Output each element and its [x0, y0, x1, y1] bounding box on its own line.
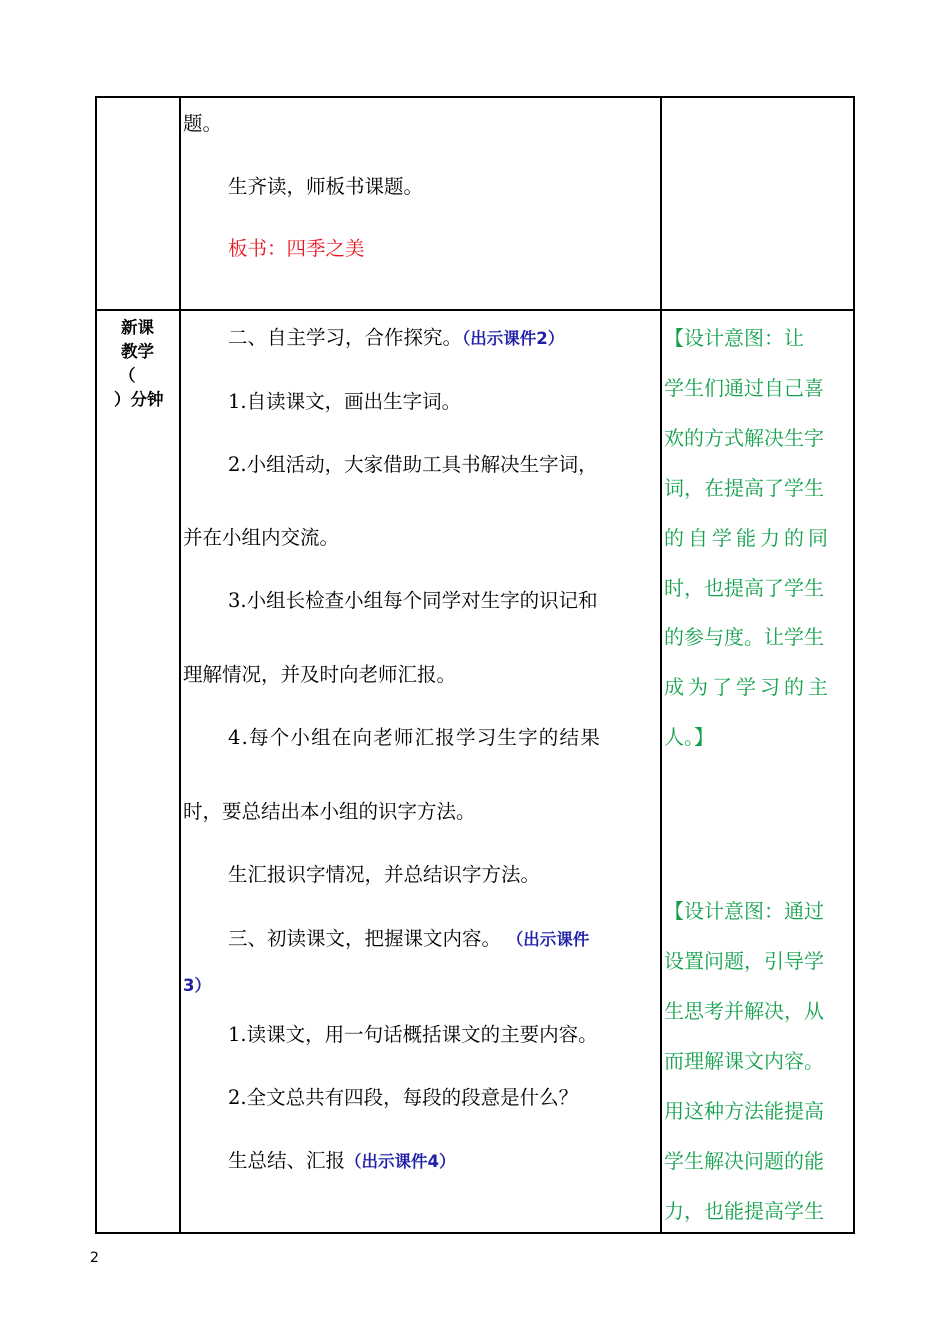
row-divider — [95, 309, 855, 311]
design-note: 的自学能力的同 — [664, 526, 832, 550]
paragraph: 生汇报识字情况，并总结识字方法。 — [228, 863, 541, 886]
page-number: 2 — [90, 1250, 99, 1266]
design-note: 用这种方法能提高 — [664, 1099, 824, 1123]
design-note: 时，也提高了学生 — [664, 576, 824, 600]
paragraph: 题。 — [183, 112, 223, 135]
courseware-ref: （出示课件 — [515, 930, 590, 949]
board-writing: 板书：四季之美 — [228, 237, 365, 260]
column-divider-1 — [179, 96, 181, 1234]
paragraph-text: 生总结、汇报 — [228, 1149, 346, 1172]
section-heading — [228, 325, 564, 352]
paragraph: 并在小组内交流。 — [183, 526, 340, 549]
paragraph: 时，要总结出本小组的识字方法。 — [183, 800, 476, 823]
courseware-ref: 3） — [183, 976, 211, 995]
stage-label-2: 教学 — [121, 342, 154, 361]
paragraph: 1.自读课文，画出生字词。 — [228, 390, 462, 413]
table-border-right — [853, 96, 855, 1234]
design-note: 【设计意图：让 — [664, 326, 804, 350]
stage-label-3: （ — [119, 366, 136, 385]
table-border-top — [95, 96, 855, 98]
design-note: 【设计意图：通过 — [664, 899, 824, 923]
paragraph: 生齐读，师板书课题。 — [228, 175, 424, 198]
design-note: 人。】 — [664, 725, 714, 749]
design-note: 生思考并解决，从 — [664, 999, 824, 1023]
paragraph: 3.小组长检查小组每个同学对生字的识记和 — [228, 589, 598, 612]
design-note: 词，在提高了学生 — [664, 476, 824, 500]
table-border-bottom — [95, 1232, 855, 1234]
section-heading — [228, 926, 589, 953]
column-divider-2 — [660, 96, 662, 1234]
table-border-left — [95, 96, 97, 1234]
courseware-ref: （出示课件4） — [345, 1152, 456, 1171]
design-note: 设置问题，引导学 — [664, 949, 824, 973]
paragraph: 1.读课文，用一句话概括课文的主要内容。 — [228, 1023, 598, 1046]
design-note: 学生解决问题的能 — [664, 1149, 824, 1173]
paragraph — [228, 1148, 456, 1175]
design-note: 而理解课文内容。 — [664, 1049, 824, 1073]
stage-label-1: 新课 — [121, 318, 154, 337]
heading-text: 三、初读课文，把握课文内容。 — [228, 927, 502, 950]
courseware-ref: （出示课件2） — [462, 329, 565, 348]
stage-label-4: ）分钟 — [114, 390, 164, 409]
paragraph: 理解情况，并及时向老师汇报。 — [183, 663, 457, 686]
paragraph: 2.小组活动，大家借助工具书解决生字词， — [228, 453, 598, 476]
heading-text: 二、自主学习，合作探究。 — [228, 326, 463, 349]
design-note: 欢的方式解决生字 — [664, 426, 824, 450]
paragraph: 4.每个小组在向老师汇报学习生字的结果 — [228, 726, 601, 749]
paragraph: 2.全文总共有四段，每段的段意是什么？ — [228, 1086, 579, 1109]
design-note: 力，也能提高学生 — [664, 1199, 824, 1223]
design-note: 成为了学习的主 — [664, 675, 832, 699]
design-note: 的参与度。让学生 — [664, 625, 824, 649]
design-note: 学生们通过自己喜 — [664, 376, 824, 400]
